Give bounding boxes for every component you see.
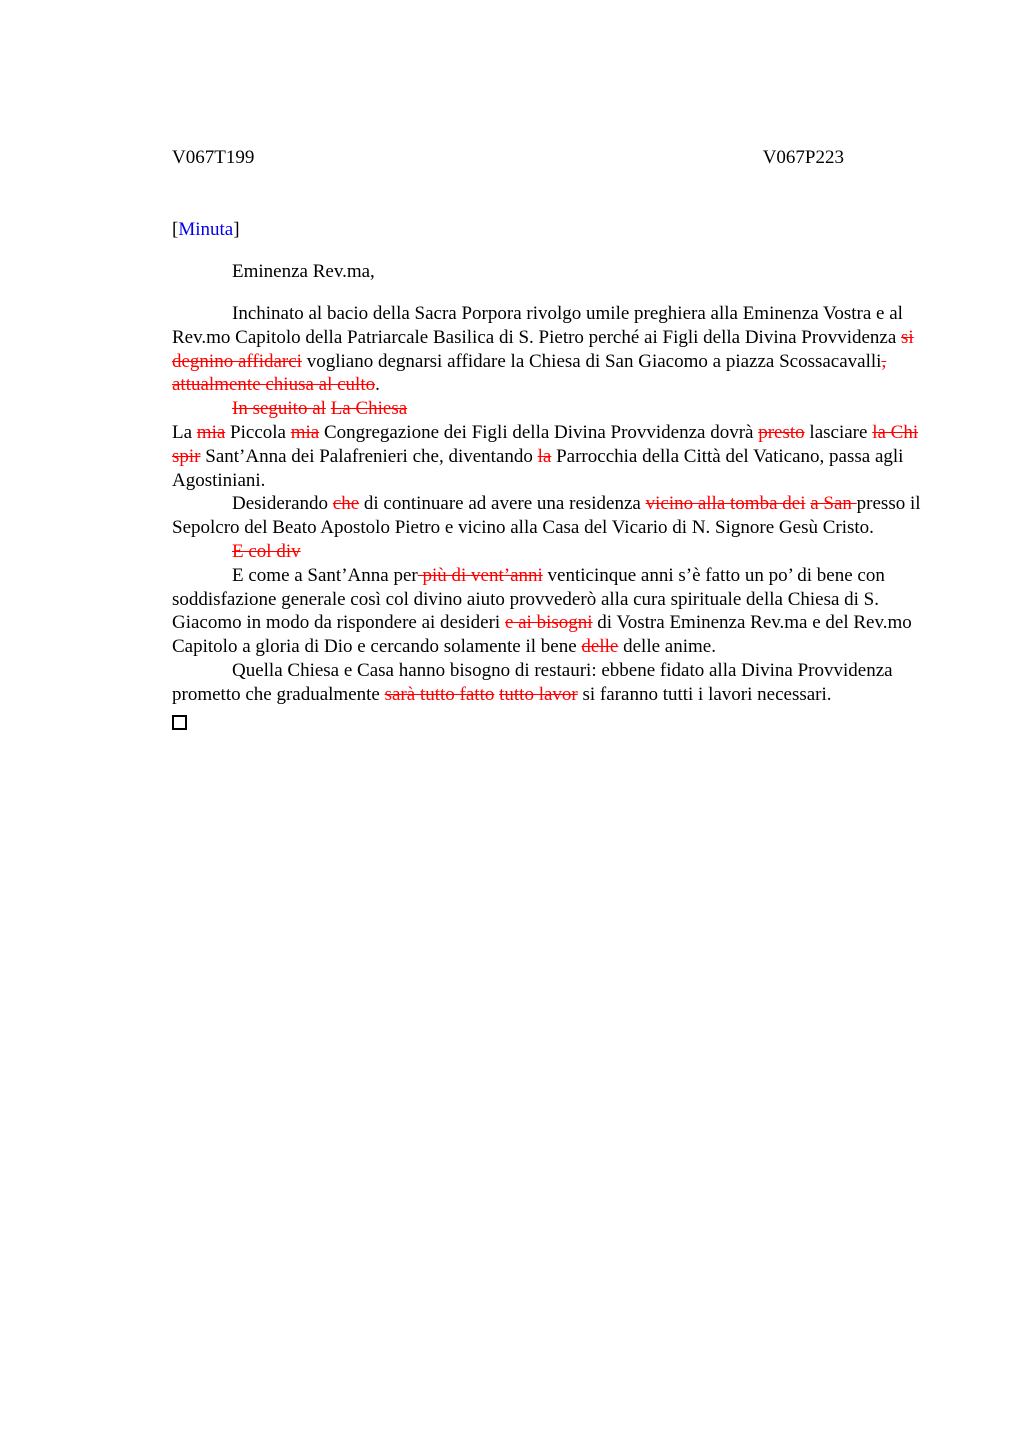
end-marker <box>172 707 934 737</box>
deleted-text: si degnino affidarci <box>172 326 914 372</box>
document-header <box>172 140 844 176</box>
bracket-open: [ <box>172 219 179 240</box>
paragraph-1: Inchinato al bacio della Sacra Porpora rivolgo umile preghiera alla Eminenza Vostra e al Rev.mo Capitolo della Patriarcale Basilica di S. Pietro perché ai Figli della Divina Provvidenza si degnino affidarci vogliano degnarsi affidare la Chiesa di San Giacomo a piazza Scossacavalli, attualmente chiusa al culto. <box>172 303 914 396</box>
deleted-text: che <box>332 493 360 515</box>
letter-body <box>172 302 934 736</box>
salutation: Eminenza Rev.ma, <box>232 261 375 282</box>
deleted-text: mia <box>290 421 320 443</box>
deleted-text: spir <box>172 445 201 467</box>
paragraph-5-deleted <box>172 540 934 564</box>
deleted-text: mia <box>196 421 226 443</box>
document-code-right: V067P223 <box>762 147 844 168</box>
deleted-text: più di vent’anni <box>417 564 543 586</box>
deleted-text: La Chiesa <box>330 398 408 420</box>
deleted-text: la Chi <box>872 421 919 443</box>
deleted-text: a San <box>810 493 857 515</box>
deleted-text: E col div <box>232 540 301 562</box>
paragraph-6: E come a Sant’Anna per più di vent’anni venticinque anni s’è fatto un po’ di bene con soddisfazione generale così col divino aiuto provvederò alla cura spirituale della Chiesa di S. Giacomo in modo da rispondere ai desideri e ai bisogni di Vostra Eminenza Rev.ma e del Rev.mo Capitolo a gloria di Dio e cercando solamente il bene delle delle anime. <box>172 564 912 658</box>
deleted-text: vicino alla tomba dei <box>645 493 806 515</box>
deleted-text: sarà tutto fatto <box>384 683 495 705</box>
end-square-icon <box>172 715 187 730</box>
paragraph-4: Desiderando che di continuare ad avere una residenza vicino alla tomba dei a San presso il Sepolcro del Beato Apostolo Pietro e vicino alla Casa del Vicario di N. Signore Gesù Cristo. <box>172 493 921 539</box>
bracket-close: ] <box>233 219 240 240</box>
deleted-text: e ai bisogni <box>504 612 593 634</box>
paragraph-7: Quella Chiesa e Casa hanno bisogno di restauri: ebbene fidato alla Divina Provvidenza prometto che gradualmente sarà tutto fatto tutto lavor si faranno tutti i lavori necessari. <box>172 659 893 705</box>
minuta-label <box>172 212 934 248</box>
paragraph-3: La mia Piccola mia Congregazione dei Figli della Divina Provvidenza dovrà presto lasciare la Chi spir Sant’Anna dei Palafrenieri che, diventando la Parrocchia della Città del Vaticano, passa agli Agostiniani. <box>172 421 919 491</box>
minuta-link[interactable]: Minuta <box>178 219 234 240</box>
document-page <box>172 140 934 736</box>
deleted-text: delle <box>581 636 619 658</box>
deleted-text: , attualmente chiusa al culto <box>172 350 887 396</box>
document-code-left: V067T199 <box>172 147 255 168</box>
deleted-text: la <box>537 445 552 467</box>
deleted-text: presto <box>758 421 805 443</box>
paragraph-2-deleted <box>172 397 934 421</box>
deleted-text: In seguito al <box>232 398 326 420</box>
deleted-text: tutto lavor <box>499 683 578 705</box>
